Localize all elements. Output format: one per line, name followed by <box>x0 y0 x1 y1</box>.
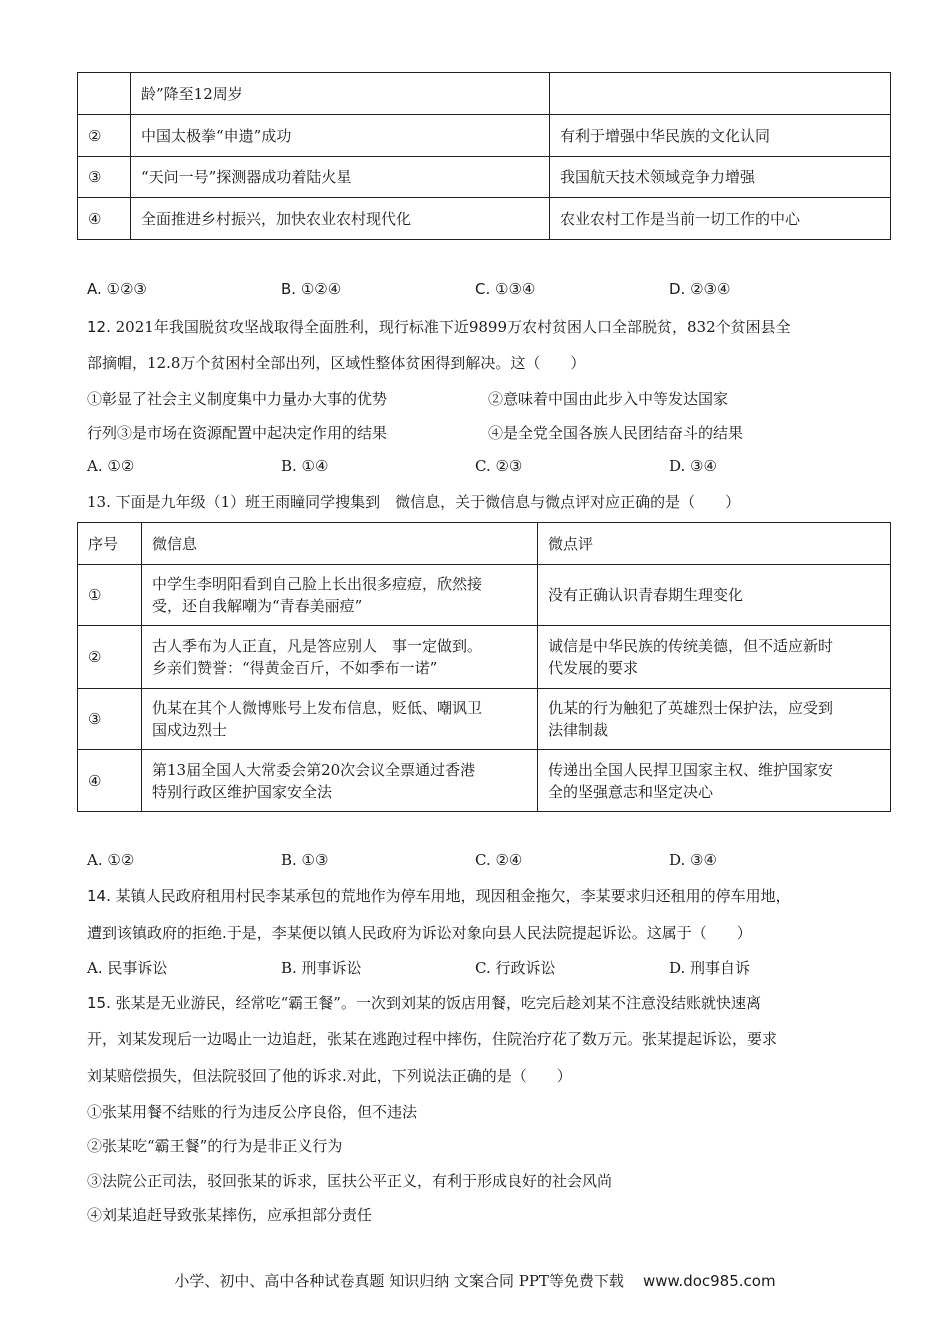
comment-line: 法律制裁 <box>548 721 609 739</box>
q13-stem: 13. 下面是九年级（1）班王雨瞳同学搜集到 微信息，关于微信息与微点评对应正确的是（ ） <box>87 493 741 511</box>
table-row <box>78 115 891 157</box>
info-line: 第13届全国人大常委会第20次会议全票通过香港 <box>152 760 476 779</box>
header-comment: 微点评 <box>538 523 891 565</box>
q15-statement-4: ④刘某追赶导致张某摔伤，应承担部分责任 <box>87 1206 373 1224</box>
q14-option-d: D. 刑事自诉 <box>669 959 751 977</box>
header-num: 序号 <box>78 523 142 565</box>
q15-stem-line3: 刘某赔偿损失，但法院驳回了他的诉求.对此，下列说法正确的是（ ） <box>87 1067 572 1085</box>
q12-statement-2: ②意味着中国由此步入中等发达国家 <box>488 390 729 408</box>
info-line: 仇某在其个人微博账号上发布信息，贬低、嘲讽卫 <box>152 699 483 717</box>
q15-statement-1: ①张某用餐不结账的行为违反公序良俗，但不违法 <box>87 1103 418 1121</box>
comment-line: 诚信是中华民族的传统美德，但不适应新时 <box>548 637 834 655</box>
q11-option-c: C. ①③④ <box>475 280 536 298</box>
q15-statement-3: ③法院公正司法，驳回张某的诉求，匡扶公平正义，有利于形成良好的社会风尚 <box>87 1172 613 1190</box>
table-row <box>78 73 891 115</box>
event-cell: 中国太极拳“申遗”成功 <box>131 115 550 157</box>
q14-option-c: C. 行政诉讼 <box>475 959 556 977</box>
info-line: 古人季布为人正直，凡是答应别人 事一定做到。 <box>152 637 483 655</box>
info-cell <box>142 689 538 750</box>
info-line: 中学生李明阳看到自己脸上长出很多痘痘，欣然接 <box>152 575 483 593</box>
comment-cell: 我国航天技术领域竞争力增强 <box>550 157 891 198</box>
q15-statement-2: ②张某吃“霸王餐”的行为是非正义行为 <box>87 1137 343 1155</box>
info-line: 特别行政区维护国家安全法 <box>152 782 333 801</box>
info-cell <box>142 750 538 812</box>
q12-option-c: C. ②③ <box>475 457 523 475</box>
info-cell <box>142 565 538 626</box>
comment-line: 全的坚强意志和坚定决心 <box>548 782 714 801</box>
row-number <box>78 73 131 115</box>
header-info: 微信息 <box>142 523 538 565</box>
q12-option-a: A. ①② <box>87 457 135 475</box>
comment-line: 没有正确认识青春期生理变化 <box>548 586 744 604</box>
comment-cell <box>538 750 891 812</box>
event-cell: 全面推进乡村振兴，加快农业农村现代化 <box>131 198 550 240</box>
row-number: ③ <box>78 689 142 750</box>
q14-option-b: B. 刑事诉讼 <box>281 959 362 977</box>
page-footer <box>0 1270 950 1291</box>
comment-cell: 农业农村工作是当前一切工作的中心 <box>550 198 891 240</box>
row-number: ④ <box>78 198 131 240</box>
q14-stem-line2: 遭到该镇政府的拒绝.于是，李某便以镇人民政府为诉讼对象向县人民法院提起诉讼。这属于（ ） <box>87 924 752 942</box>
q11-table <box>77 72 891 240</box>
info-line: 乡亲们赞誉：“得黄金百斤，不如季布一诺” <box>152 659 438 677</box>
q11-option-b: B. ①②④ <box>281 280 342 298</box>
info-line: 受，还自我解嘲为“青春美丽痘” <box>152 597 363 615</box>
footer-link[interactable]: www.doc985.com <box>643 1272 776 1290</box>
event-cell: 龄”降至12周岁 <box>131 73 550 115</box>
q11-option-d: D. ②③④ <box>669 280 731 298</box>
q12-stem-line2: 部摘帽，12.8万个贫困村全部出列，区域性整体贫困得到解决。这（ ） <box>87 354 586 372</box>
q12-text-1: 2021年我国脱贫攻坚战取得全面胜利，现行标准下近9899万农村贫困人口全部脱贫，832个贫困县全 <box>115 318 791 336</box>
q12-statement-3: 行列③是市场在资源配置中起决定作用的结果 <box>87 424 388 442</box>
q15-stem-line2: 开，刘某发现后一边喝止一边追赶，张某在逃跑过程中摔伤，住院治疗花了数万元。张某提起诉讼，要求 <box>87 1030 778 1048</box>
table-row <box>78 565 891 626</box>
q12-statement-4: ④是全党全国各族人民团结奋斗的结果 <box>488 424 744 442</box>
info-cell <box>142 626 538 689</box>
comment-line: 代发展的要求 <box>548 659 639 677</box>
comment-line: 仇某的行为触犯了英雄烈士保护法，应受到 <box>548 699 834 717</box>
q15-number: 15. <box>87 994 111 1012</box>
table-header-row <box>78 523 891 565</box>
row-number: ④ <box>78 750 142 812</box>
q12-statement-1: ①彰显了社会主义制度集中力量办大事的优势 <box>87 390 388 408</box>
q13-option-c: C. ②④ <box>475 851 523 869</box>
table-row <box>78 750 891 812</box>
q14-stem-line1 <box>87 885 791 906</box>
table-row <box>78 157 891 198</box>
q15-text-1: 张某是无业游民，经常吃“霸王餐”。一次到刘某的饭店用餐，吃完后趁刘某不注意没结账就快速离 <box>115 994 761 1012</box>
comment-cell <box>538 565 891 626</box>
q13-table <box>77 522 891 812</box>
event-cell: “天问一号”探测器成功着陆火星 <box>131 157 550 198</box>
table-row <box>78 198 891 240</box>
q15-stem-line1 <box>87 992 761 1013</box>
info-line: 国戍边烈士 <box>152 721 228 739</box>
q13-option-d: D. ③④ <box>669 851 717 869</box>
table-row <box>78 626 891 689</box>
table-row <box>78 689 891 750</box>
comment-cell: 有利于增强中华民族的文化认同 <box>550 115 891 157</box>
row-number: ② <box>78 115 131 157</box>
q13-option-a: A. ①② <box>87 851 135 869</box>
comment-cell <box>538 626 891 689</box>
q12-option-b: B. ①④ <box>281 457 329 475</box>
row-number: ① <box>78 565 142 626</box>
row-number: ② <box>78 626 142 689</box>
q14-option-a: A. 民事诉讼 <box>87 959 168 977</box>
q14-text-1: 某镇人民政府租用村民李某承包的荒地作为停车用地，现因租金拖欠，李某要求归还租用的停车用地， <box>115 887 791 905</box>
q12-number: 12. <box>87 318 111 336</box>
row-number: ③ <box>78 157 131 198</box>
q12-option-d: D. ③④ <box>669 457 717 475</box>
footer-text: 小学、初中、高中各种试卷真题 知识归纳 文案合同 PPT等免费下载 <box>174 1272 624 1290</box>
q14-number: 14. <box>87 887 111 905</box>
comment-cell <box>538 689 891 750</box>
comment-cell <box>550 73 891 115</box>
q13-option-b: B. ①③ <box>281 851 329 869</box>
q11-option-a: A. ①②③ <box>87 280 147 298</box>
q12-stem-line1 <box>87 316 791 337</box>
comment-line: 传递出全国人民捍卫国家主权、维护国家安 <box>548 760 834 779</box>
